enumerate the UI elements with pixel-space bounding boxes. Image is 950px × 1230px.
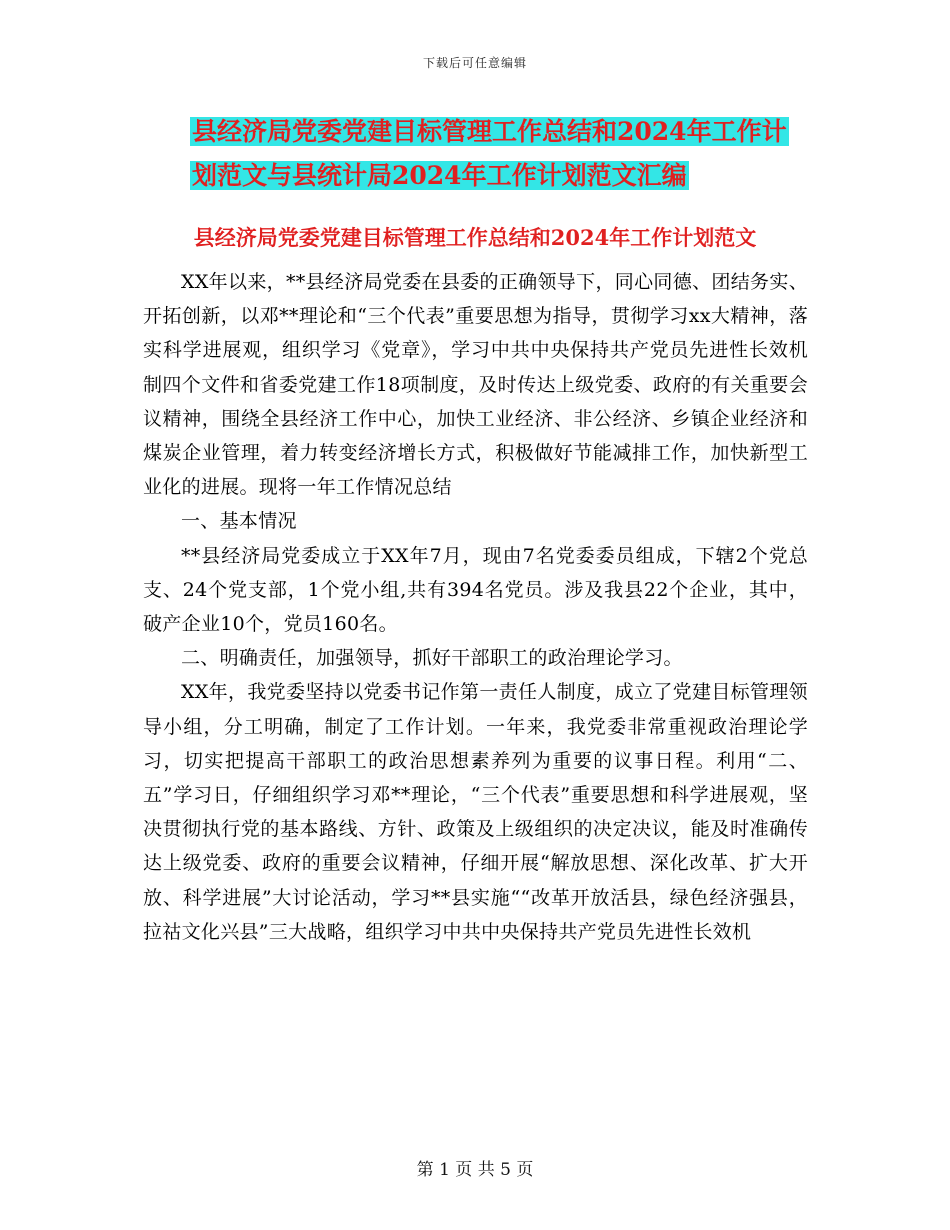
body-text — [143, 265, 808, 949]
main-title-line2: 划范文与县统计局2024年工作计划范文汇编 — [192, 161, 687, 190]
paragraph-intro: XX年以来，**县经济局党委在县委的正确领导下，同心同德、团结务实、开拓创新，以邓**理论和“三个代表”重要思想为指导，贯彻学习xx大精神，落实科学进展观，组织学习《党章》，学习中共中央保持共产党员先进性长效机制四个文件和省委党建工作18项制度，及时传达上级党委、政府的有关重要会议精神，围绕全县经济工作中心，加快工业经济、非公经济、乡镇企业经济和煤炭企业管理，着力转变经济增长方式，积极做好节能减排工作，加快新型工业化的进展。现将一年工作情况总结 — [143, 271, 808, 499]
page-footer: 第 1 页 共 5 页 — [416, 1160, 534, 1180]
main-title-line1: 县经济局党委党建目标管理工作总结和2024年工作计 — [192, 117, 787, 146]
heading-basic-situation: 一、基本情况 — [181, 510, 297, 533]
section-title: 县经济局党委党建目标管理工作总结和2024年工作计划范文 — [193, 225, 757, 250]
heading-responsibility: 二、明确责任，加强领导，抓好干部职工的政治理论学习。 — [181, 647, 683, 670]
header-note: 下载后可任意编辑 — [422, 56, 527, 70]
paragraph-responsibility: XX年，我党委坚持以党委书记作第一责任人制度，成立了党建目标管理领导小组，分工明确，制定了工作计划。一年来，我党委非常重视政治理论学习，切实把提高干部职工的政治思想素养列为重要的议事日程。利用“二、五”学习日，仔细组织学习邓**理论，“三个代表”重要思想和科学进展观，坚决贯彻执行党的基本路线、方针、政策及上级组织的决定决议，能及时准确传达上级党委、政府的重要会议精神，仔细开展“解放思想、深化改革、扩大开放、科学进展”大讨论活动，学习**县实施““改革开放活县，绿色经济强县，拉祜文化兴县”三大战略，组织学习中共中央保持共产党员先进性长效机 — [143, 681, 808, 943]
main-title — [190, 110, 830, 198]
paragraph-basic-situation: **县经济局党委成立于XX年7月，现由7名党委委员组成，下辖2个党总支、24个党支部，1个党小组,共有394名党员。涉及我县22个企业，其中，破产企业10个，党员160名。 — [143, 544, 808, 636]
